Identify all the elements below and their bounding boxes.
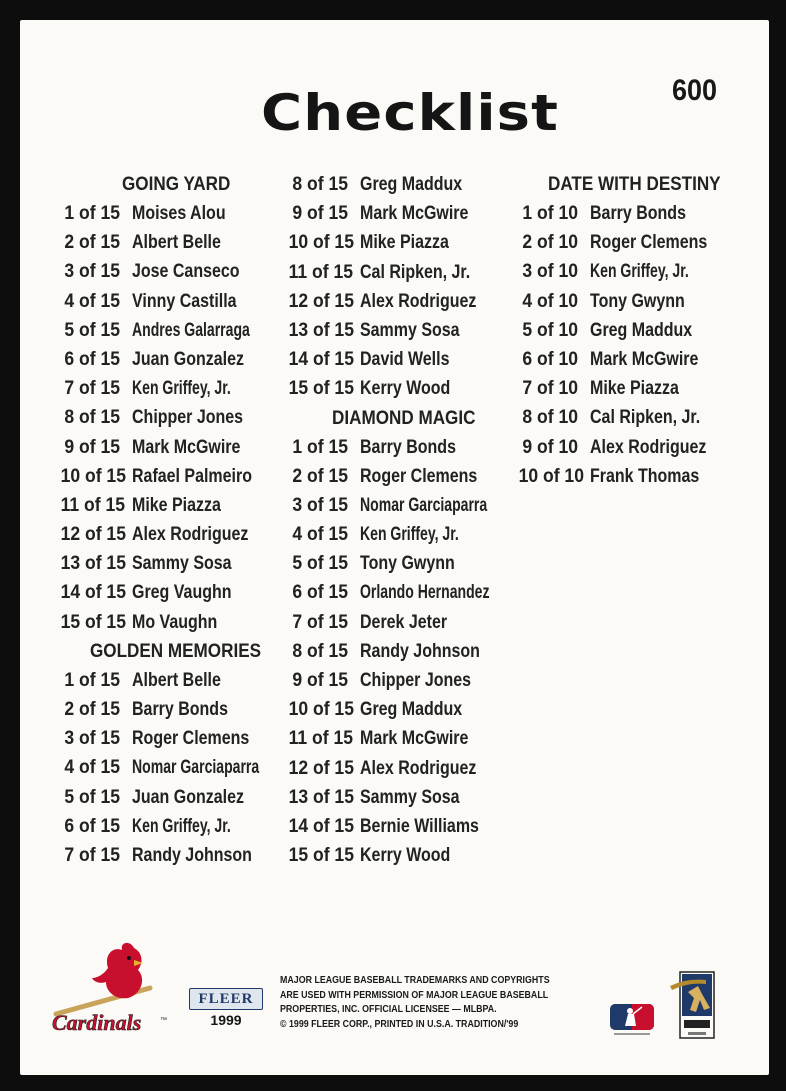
checklist-row [512, 374, 740, 403]
checklist-row [282, 345, 540, 374]
checklist-row [282, 316, 540, 345]
player-name: Albert Belle [132, 668, 221, 691]
legal-line: ARE USED WITH PERMISSION OF MAJOR LEAGUE BASEBALL [280, 989, 549, 1001]
checklist-row [282, 608, 540, 637]
checklist-number: 12 of 15 [288, 289, 354, 312]
checklist-row [512, 228, 740, 257]
player-name: Mike Piazza [590, 377, 679, 400]
checklist-row [282, 666, 540, 695]
checklist-number: 15 of 15 [288, 377, 354, 400]
player-name: Mark McGwire [360, 202, 469, 225]
player-name: Alex Rodriguez [360, 756, 477, 779]
player-name: Ken Griffey, Jr. [590, 260, 689, 283]
checklist-column-1 [54, 170, 309, 870]
checklist-number: 4 of 15 [64, 289, 120, 312]
checklist-row [282, 520, 540, 549]
checklist-row [54, 783, 309, 812]
player-name: Alex Rodriguez [360, 289, 477, 312]
player-name: Mo Vaughn [132, 610, 218, 633]
checklist-number: 6 of 10 [522, 347, 578, 370]
checklist-number: 11 of 15 [288, 727, 353, 750]
checklist-number: 7 of 15 [64, 843, 120, 866]
player-name: Roger Clemens [132, 727, 250, 750]
checklist-number: 2 of 15 [64, 698, 120, 720]
cardinal-eye [127, 956, 131, 960]
player-name: Cal Ripken, Jr. [590, 406, 701, 429]
player-name: Ken Griffey, Jr. [132, 814, 231, 837]
checklist-row [54, 316, 309, 345]
player-name: Sammy Sosa [360, 318, 460, 341]
player-name: Nomar Garciaparra [360, 493, 488, 516]
player-name: Randy Johnson [360, 639, 480, 662]
checklist-row [512, 257, 740, 286]
trademark-mark: ™ [160, 1017, 167, 1024]
checklist-number: 11 of 15 [60, 493, 125, 516]
player-name: Orlando Hernandez [360, 581, 490, 604]
player-name: Tony Gwynn [590, 289, 685, 312]
checklist-row [54, 841, 309, 870]
checklist-number: 7 of 10 [522, 377, 578, 400]
checklist-number: 13 of 15 [288, 785, 354, 808]
fleer-year: 1999 [210, 1012, 242, 1028]
player-name: Ken Griffey, Jr. [132, 377, 231, 400]
player-name: Jose Canseco [132, 260, 240, 283]
checklist-row [282, 549, 540, 578]
legal-line: © 1999 FLEER CORP., PRINTED IN U.S.A. TRADITION/'99 [280, 1018, 519, 1030]
checklist-number: 1 of 15 [64, 668, 120, 691]
section-heading: DIAMOND MAGIC [332, 407, 476, 429]
card-number: 600 [672, 74, 718, 107]
checklist-row [282, 170, 540, 199]
checklist-number: 8 of 15 [292, 173, 348, 195]
checklist-number: 9 of 15 [292, 202, 348, 225]
player-name: Alex Rodriguez [132, 523, 249, 546]
checklist-number: 8 of 15 [292, 639, 348, 662]
checklist-row [512, 462, 740, 491]
player-name: Rafael Palmeiro [132, 464, 252, 487]
checklist-row [512, 199, 740, 228]
player-name: Chipper Jones [360, 669, 472, 691]
player-name: Greg Maddux [360, 173, 463, 195]
checklist-number: 7 of 15 [64, 377, 120, 400]
player-name: Chipper Jones [132, 406, 244, 429]
checklist-number: 3 of 10 [522, 260, 578, 283]
player-name: Mike Piazza [132, 493, 221, 516]
checklist-row [54, 578, 309, 607]
player-name: Moises Alou [132, 202, 226, 224]
checklist-number: 11 of 15 [288, 260, 353, 283]
player-name: Barry Bonds [360, 435, 456, 458]
checklist-number: 14 of 15 [288, 348, 354, 371]
cardinal-bird-shape [92, 943, 142, 998]
checklist-number: 13 of 15 [288, 318, 354, 341]
page-title: Checklist [261, 84, 559, 142]
checklist-row [54, 199, 309, 228]
legal-text [280, 974, 600, 1032]
checklist-number: 9 of 15 [64, 435, 120, 458]
checklist-row [54, 491, 309, 520]
legal-line: PROPERTIES, INC. OFFICIAL LICENSEE — MLBPA. [280, 1004, 497, 1015]
checklist-row [282, 812, 540, 841]
checklist-row [282, 724, 540, 753]
player-name: Derek Jeter [360, 610, 448, 633]
player-name: Randy Johnson [132, 843, 252, 866]
checklist-row [512, 433, 740, 462]
player-name: Cal Ripken, Jr. [360, 260, 471, 283]
checklist-row [512, 316, 740, 345]
player-name: Nomar Garciaparra [132, 756, 260, 779]
player-name: Juan Gonzalez [132, 785, 244, 808]
checklist-number: 10 of 15 [60, 464, 126, 487]
mlb-logo-icon [606, 998, 658, 1042]
checklist-number: 15 of 15 [60, 610, 126, 633]
player-name: Juan Gonzalez [132, 347, 244, 370]
checklist-row [54, 345, 309, 374]
checklist-row [282, 754, 540, 783]
fleer-brand: FLEER [189, 988, 263, 1010]
checklist-row [54, 666, 309, 695]
checklist-number: 2 of 10 [522, 231, 578, 254]
checklist-number: 10 of 10 [518, 464, 584, 487]
checklist-row [54, 287, 309, 316]
checklist-number: 4 of 15 [64, 756, 120, 779]
checklist-number: 5 of 15 [64, 318, 120, 341]
checklist-row [54, 520, 309, 549]
checklist-row [54, 228, 309, 257]
checklist-number: 14 of 15 [288, 814, 354, 837]
checklist-number: 15 of 15 [288, 844, 354, 867]
checklist-number: 4 of 15 [292, 523, 348, 546]
checklist-column-3 [512, 170, 740, 491]
player-name: Kerry Wood [360, 377, 451, 400]
player-name: Bernie Williams [360, 814, 479, 837]
player-name: Roger Clemens [360, 464, 478, 487]
checklist-number: 5 of 15 [64, 785, 120, 808]
checklist-row [54, 462, 309, 491]
checklist-row [282, 491, 540, 520]
player-name: Mike Piazza [360, 231, 449, 254]
player-name: Albert Belle [132, 231, 221, 254]
player-name: Mark McGwire [590, 347, 699, 370]
fleer-logo [188, 988, 264, 1032]
section-heading: DATE WITH DESTINY [548, 174, 721, 195]
checklist-row [282, 462, 540, 491]
player-name: Alex Rodriguez [590, 435, 707, 458]
player-name: Frank Thomas [590, 464, 700, 487]
checklist-row [282, 637, 540, 666]
checklist-row [512, 345, 740, 374]
checklist-column-2 [282, 170, 540, 870]
player-name: Kerry Wood [360, 844, 451, 867]
checklist-row [512, 287, 740, 316]
player-name: Greg Maddux [360, 698, 463, 721]
checklist-row [512, 403, 740, 432]
checklist-number: 13 of 15 [60, 552, 126, 575]
checklist-row [282, 695, 540, 724]
section-heading: GOING YARD [122, 174, 231, 195]
player-name: Andres Galarraga [132, 318, 250, 341]
checklist-number: 12 of 15 [288, 756, 354, 779]
checklist-number: 1 of 15 [64, 202, 120, 224]
checklist-row [54, 608, 309, 637]
checklist-number: 8 of 10 [522, 406, 578, 429]
checklist-number: 2 of 15 [64, 231, 120, 254]
checklist-number: 9 of 10 [522, 435, 578, 458]
cardinals-logo [50, 938, 170, 1033]
checklist-number: 1 of 15 [292, 435, 348, 458]
player-name: Greg Vaughn [132, 581, 232, 604]
checklist-card [20, 20, 769, 1075]
checklist-row [282, 258, 540, 287]
checklist-row [282, 433, 540, 462]
checklist-row [282, 228, 540, 257]
player-name: Greg Maddux [590, 318, 693, 341]
checklist-row [54, 549, 309, 578]
player-name: Barry Bonds [590, 202, 686, 224]
player-name: David Wells [360, 348, 450, 371]
player-name: Sammy Sosa [360, 785, 460, 808]
checklist-row [282, 578, 540, 607]
checklist-number: 1 of 10 [522, 202, 578, 224]
checklist-number: 3 of 15 [292, 493, 348, 516]
player-name: Mark McGwire [360, 727, 469, 750]
checklist-row [54, 257, 309, 286]
checklist-number: 3 of 15 [64, 727, 120, 750]
legal-line: MAJOR LEAGUE BASEBALL TRADEMARKS AND COPYRIGHTS [280, 975, 550, 986]
checklist-row [282, 374, 540, 403]
player-name: Vinny Castilla [132, 289, 237, 312]
checklist-number: 7 of 15 [292, 610, 348, 633]
checklist-row [282, 287, 540, 316]
checklist-number: 3 of 15 [64, 260, 120, 283]
checklist-number: 2 of 15 [292, 464, 348, 487]
player-name: Roger Clemens [590, 231, 708, 254]
checklist-row [54, 433, 309, 462]
checklist-row [54, 403, 309, 432]
mlbpa-logo-icon [666, 964, 732, 1048]
checklist-number: 4 of 10 [522, 289, 578, 312]
checklist-row [282, 199, 540, 228]
checklist-number: 6 of 15 [64, 347, 120, 370]
checklist-number: 10 of 15 [288, 231, 354, 254]
checklist-number: 6 of 15 [64, 814, 120, 837]
checklist-row [54, 695, 309, 724]
player-name: Barry Bonds [132, 698, 228, 720]
checklist-row [54, 374, 309, 403]
checklist-number: 5 of 10 [522, 318, 578, 341]
section-heading: GOLDEN MEMORIES [90, 640, 262, 662]
checklist-number: 14 of 15 [60, 581, 126, 604]
player-name: Tony Gwynn [360, 552, 455, 575]
checklist-row [54, 724, 309, 753]
checklist-number: 5 of 15 [292, 552, 348, 575]
checklist-row [54, 753, 309, 782]
checklist-number: 12 of 15 [60, 523, 126, 546]
checklist-row [282, 841, 540, 870]
player-name: Mark McGwire [132, 435, 241, 458]
checklist-number: 9 of 15 [292, 669, 348, 691]
checklist-number: 6 of 15 [292, 581, 348, 604]
player-name: Sammy Sosa [132, 552, 232, 575]
checklist-row [282, 783, 540, 812]
checklist-number: 8 of 15 [64, 406, 120, 429]
player-name: Ken Griffey, Jr. [360, 523, 459, 546]
checklist-number: 10 of 15 [288, 698, 354, 721]
checklist-row [54, 812, 309, 841]
cardinals-wordmark: Cardinals [52, 1010, 142, 1033]
